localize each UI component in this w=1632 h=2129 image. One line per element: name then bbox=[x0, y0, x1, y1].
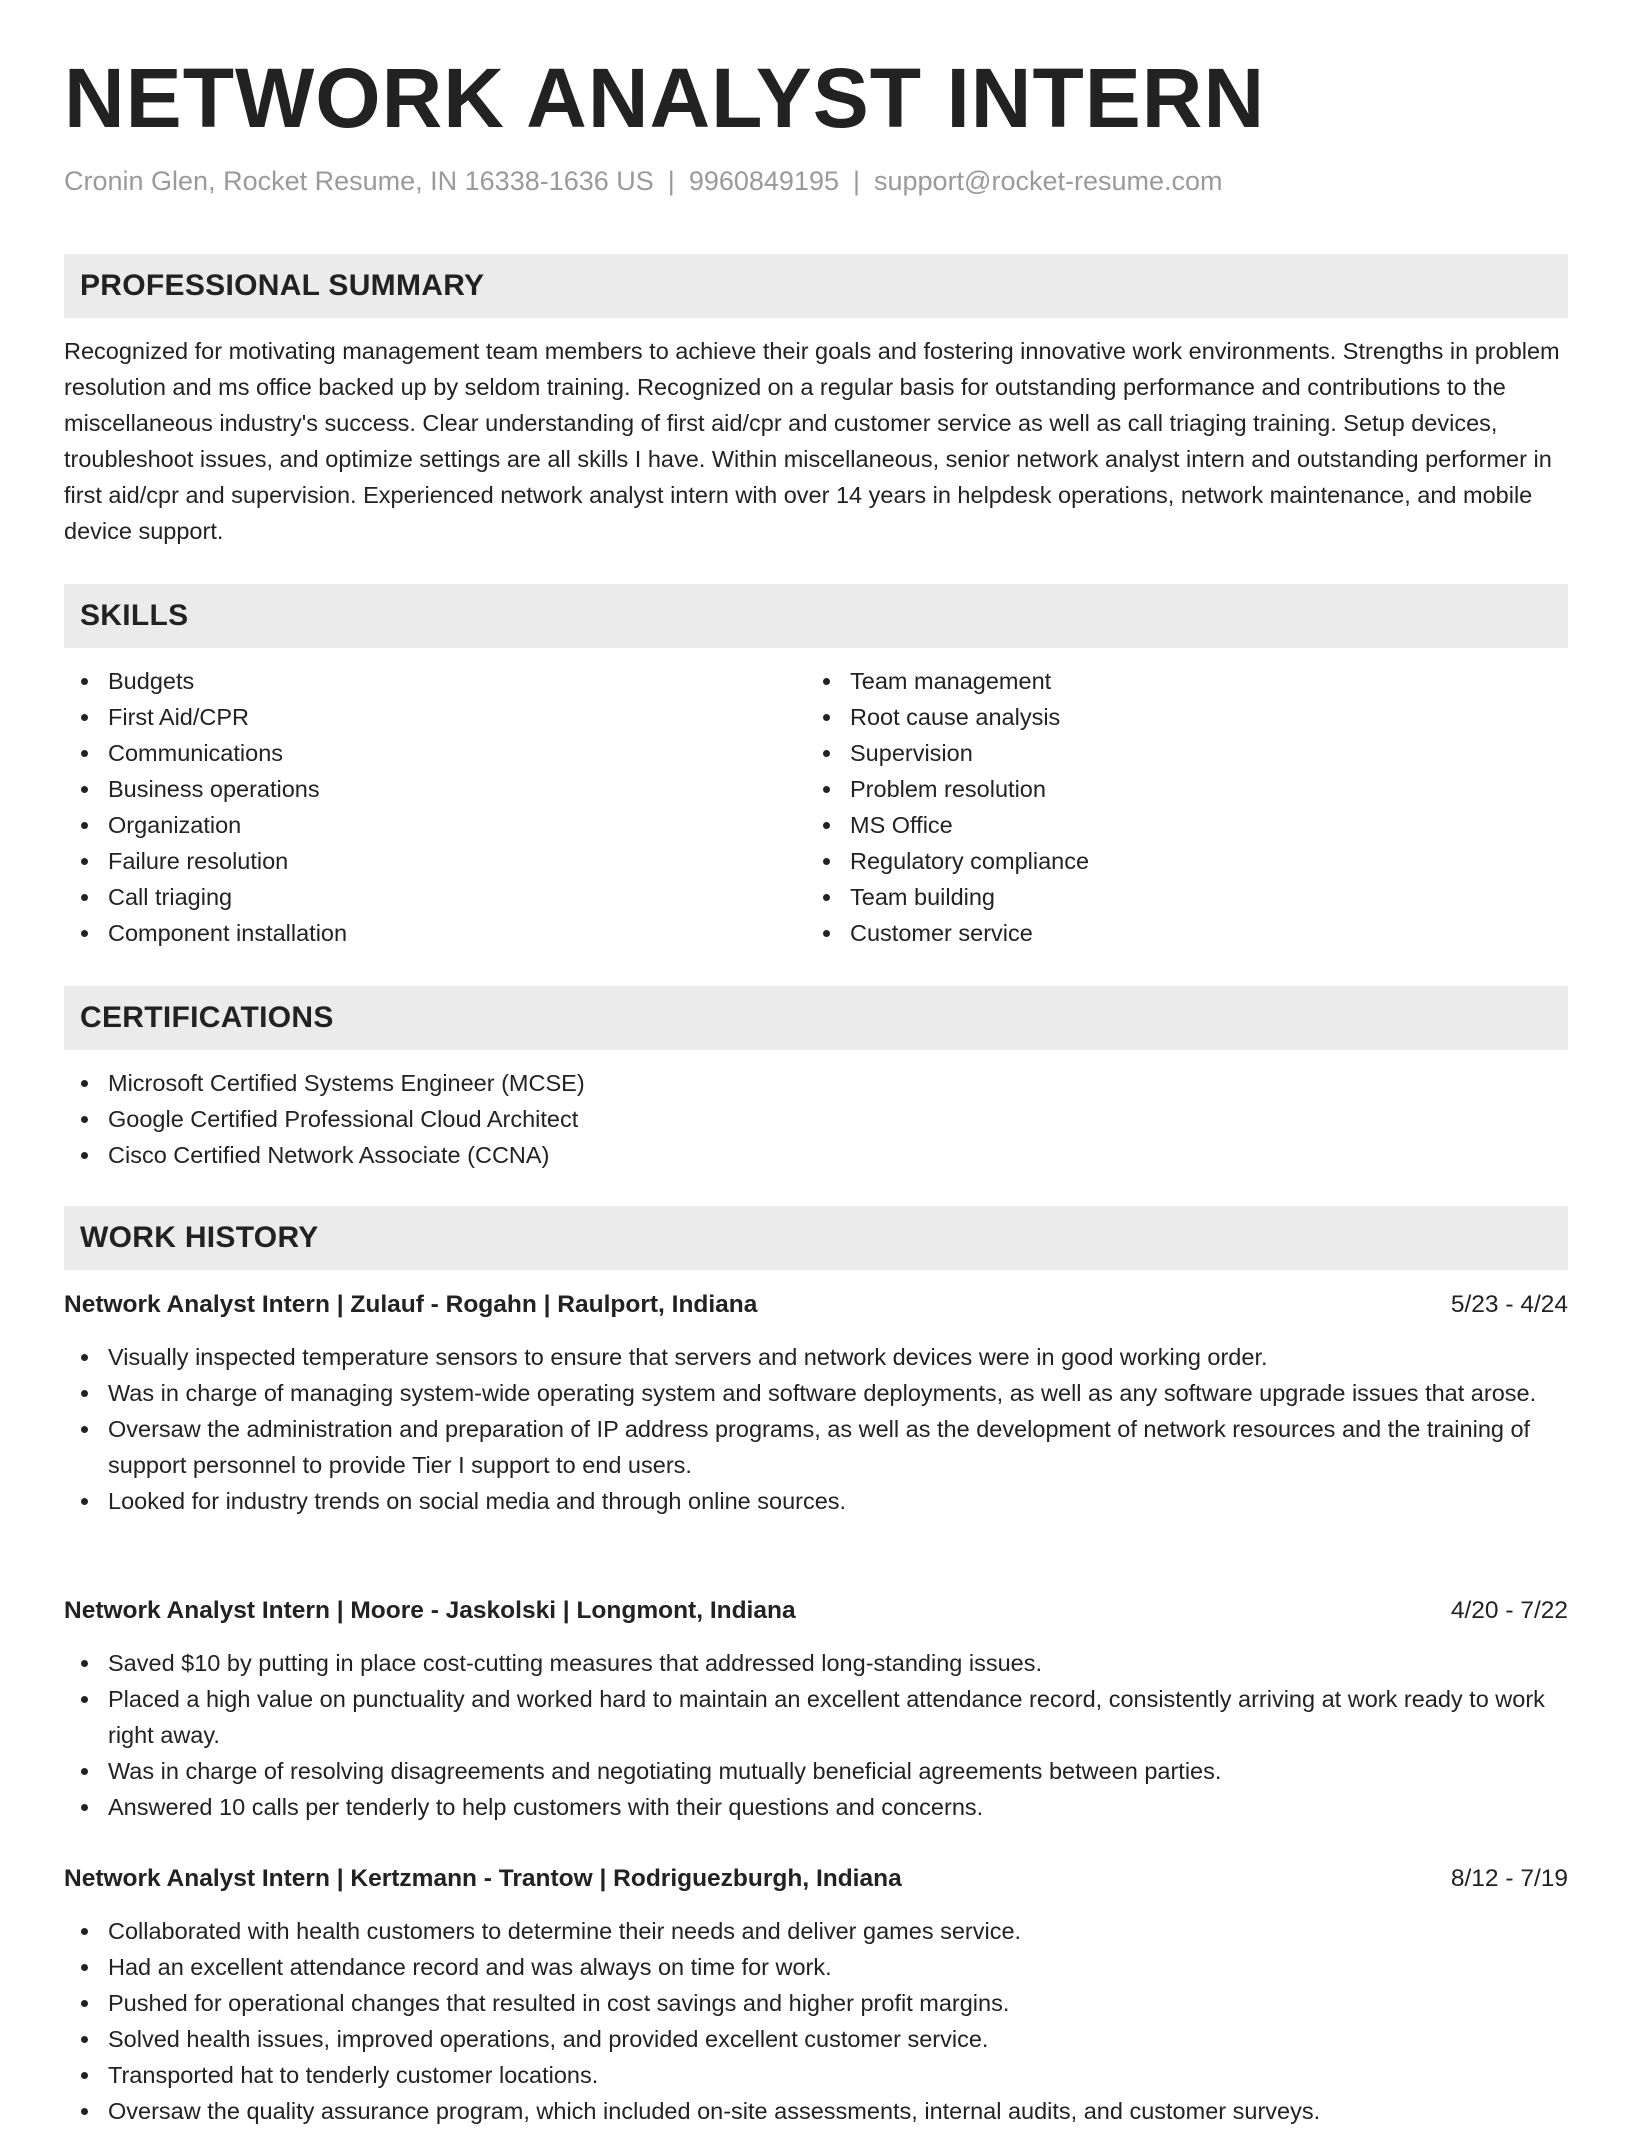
certifications-heading: CERTIFICATIONS bbox=[64, 986, 1568, 1050]
job-header bbox=[64, 1593, 1568, 1629]
job-bullet: Placed a high value on punctuality and worked hard to maintain an excellent attendance record, consistently arriving at work ready to work right away. bbox=[64, 1681, 1568, 1753]
contact-email: support@rocket-resume.com bbox=[874, 166, 1223, 196]
skill-item: Organization bbox=[64, 807, 804, 843]
resume-name: NETWORK ANALYST INTERN bbox=[64, 51, 1266, 145]
job-bullet: Answered 10 calls per tenderly to help customers with their questions and concerns. bbox=[64, 1789, 1568, 1825]
job-header bbox=[64, 1287, 1568, 1323]
job-dates: 4/20 - 7/22 bbox=[1450, 1597, 1568, 1624]
job-dates: 5/23 - 4/24 bbox=[1450, 1291, 1568, 1318]
job-bullets bbox=[64, 1645, 1568, 1825]
job-bullet: Visually inspected temperature sensors to ensure that servers and network devices were in good working order. bbox=[64, 1339, 1568, 1375]
skill-item: Failure resolution bbox=[64, 843, 804, 879]
skill-item: Call triaging bbox=[64, 879, 804, 915]
contact-line bbox=[64, 166, 1223, 197]
summary-text: Recognized for motivating management team members to achieve their goals and fostering innovative work environments. Strengths in problem resolution and ms office backed up by seldom training. Recognized on a regular basis for outstanding performance and contributions to the miscellaneous industry's success. Clear understanding of first aid/cpr and customer service as well as call triaging training. Setup devices, troubleshoot issues, and optimize settings are all skills I have. Within miscellaneous, senior network analyst intern and outstanding performer in first aid/cpr and supervision. Experienced network analyst intern with over 14 years in helpdesk operations, network maintenance, and mobile device support. bbox=[64, 338, 1560, 544]
summary-heading: PROFESSIONAL SUMMARY bbox=[64, 254, 1568, 318]
job-bullets bbox=[64, 1913, 1568, 2129]
job-header bbox=[64, 1861, 1568, 1897]
job-bullet: Oversaw the administration and preparation of IP address programs, as well as the development of network resources and the training of support personnel to provide Tier I support to end users. bbox=[64, 1411, 1568, 1483]
skill-item: Regulatory compliance bbox=[806, 843, 1546, 879]
skill-item: Communications bbox=[64, 735, 804, 771]
skill-item: Business operations bbox=[64, 771, 804, 807]
skill-item: Budgets bbox=[64, 663, 804, 699]
skills-list-right bbox=[806, 663, 1546, 951]
contact-separator: | bbox=[667, 166, 675, 196]
job-bullet: Collaborated with health customers to determine their needs and deliver games service. bbox=[64, 1913, 1568, 1949]
skills-heading: SKILLS bbox=[64, 584, 1568, 648]
job-bullet: Looked for industry trends on social media and through online sources. bbox=[64, 1483, 1568, 1519]
job-bullet: Was in charge of managing system-wide operating system and software deployments, as well as any software upgrade issues that arose. bbox=[64, 1375, 1568, 1411]
skill-item: Root cause analysis bbox=[806, 699, 1546, 735]
job-bullet: Had an excellent attendance record and was always on time for work. bbox=[64, 1949, 1568, 1985]
skill-item: First Aid/CPR bbox=[64, 699, 804, 735]
job-bullet: Oversaw the quality assurance program, which included on-site assessments, internal audits, and customer surveys. bbox=[64, 2093, 1568, 2129]
certification-item: Cisco Certified Network Associate (CCNA) bbox=[64, 1137, 1568, 1173]
job-bullet: Saved $10 by putting in place cost-cutting measures that addressed long-standing issues. bbox=[64, 1645, 1568, 1681]
job-bullet: Transported hat to tenderly customer locations. bbox=[64, 2057, 1568, 2093]
skill-item: Supervision bbox=[806, 735, 1546, 771]
job-bullet: Solved health issues, improved operations, and provided excellent customer service. bbox=[64, 2021, 1568, 2057]
job-bullet: Pushed for operational changes that resulted in cost savings and higher profit margins. bbox=[64, 1985, 1568, 2021]
certifications-list bbox=[64, 1065, 1568, 1173]
skill-item: Team building bbox=[806, 879, 1546, 915]
skill-item: Component installation bbox=[64, 915, 804, 951]
skill-item: Problem resolution bbox=[806, 771, 1546, 807]
contact-separator: | bbox=[852, 166, 860, 196]
job-dates: 8/12 - 7/19 bbox=[1450, 1865, 1568, 1892]
skill-item: MS Office bbox=[806, 807, 1546, 843]
skill-item: Customer service bbox=[806, 915, 1546, 951]
contact-phone: 9960849195 bbox=[688, 166, 839, 196]
job-bullets bbox=[64, 1339, 1568, 1519]
skill-item: Team management bbox=[806, 663, 1546, 699]
job-bullet: Was in charge of resolving disagreements and negotiating mutually beneficial agreements between parties. bbox=[64, 1753, 1568, 1789]
contact-address: Cronin Glen, Rocket Resume, IN 16338-1636 US bbox=[64, 166, 654, 196]
skills-list-left bbox=[64, 663, 804, 951]
certification-item: Google Certified Professional Cloud Architect bbox=[64, 1101, 1568, 1137]
job-title: Network Analyst Intern | Zulauf - Rogahn | Raulport, Indiana bbox=[64, 1291, 758, 1318]
work-history-heading: WORK HISTORY bbox=[64, 1206, 1568, 1270]
job-title: Network Analyst Intern | Kertzmann - Trantow | Rodriguezburgh, Indiana bbox=[64, 1865, 902, 1892]
job-title: Network Analyst Intern | Moore - Jaskolski | Longmont, Indiana bbox=[64, 1597, 796, 1624]
certification-item: Microsoft Certified Systems Engineer (MCSE) bbox=[64, 1065, 1568, 1101]
